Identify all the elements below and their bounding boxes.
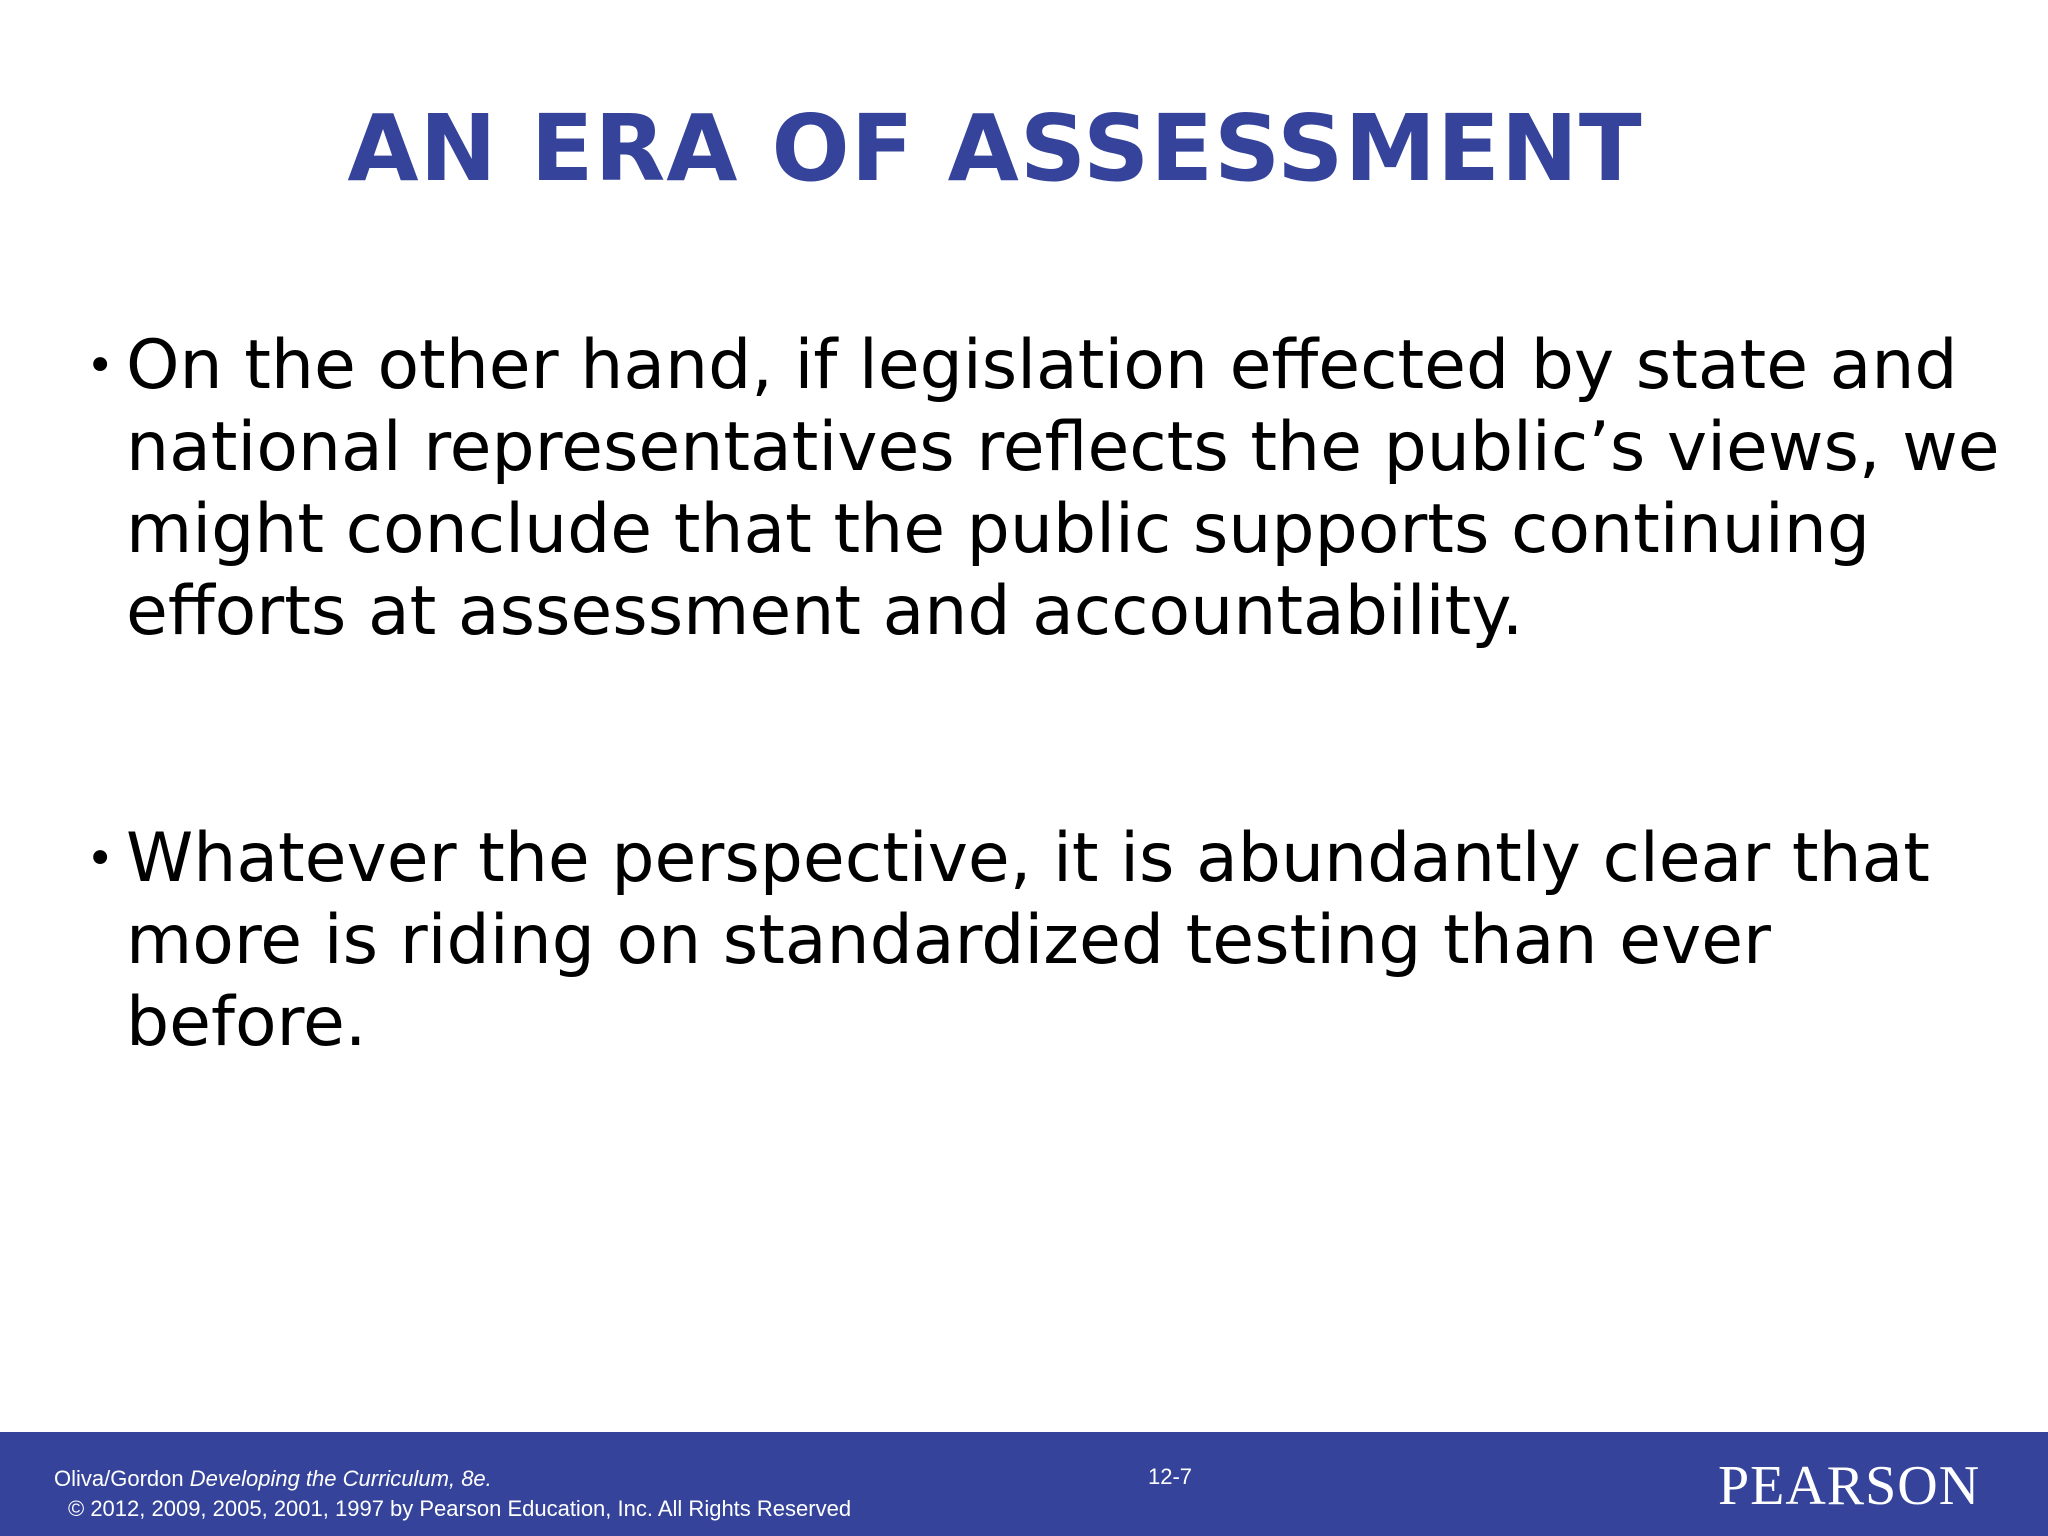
footer-book-title: Developing the Curriculum, 8e. <box>189 1466 492 1491</box>
footer-bar <box>0 1432 2048 1536</box>
bullet-list <box>86 325 2006 1229</box>
bullet-dot-icon: • <box>86 338 115 394</box>
footer-citation <box>54 1466 492 1492</box>
page-number: 12-7 <box>1148 1464 1193 1489</box>
footer-copyright: © 2012, 2009, 2005, 2001, 1997 by Pearson Education, Inc. All Rights Reserved <box>68 1496 852 1521</box>
bullet-item <box>86 325 2006 653</box>
bullet-text: On the other hand, if legislation effected by state and national representatives reflects the public’s views, we might conclude that the public supports continuing efforts at assessment and accountability. <box>126 326 2000 651</box>
bullet-item <box>86 818 2006 1064</box>
footer-authors: Oliva/Gordon <box>54 1466 190 1491</box>
pearson-logo: PEARSON <box>1718 1455 1981 1517</box>
bullet-text: Whatever the perspective, it is abundantly clear that more is riding on standardized testing than ever before. <box>126 819 1930 1062</box>
slide-title: AN ERA OF ASSESSMENT <box>347 95 1643 202</box>
bullet-dot-icon: • <box>86 831 115 887</box>
